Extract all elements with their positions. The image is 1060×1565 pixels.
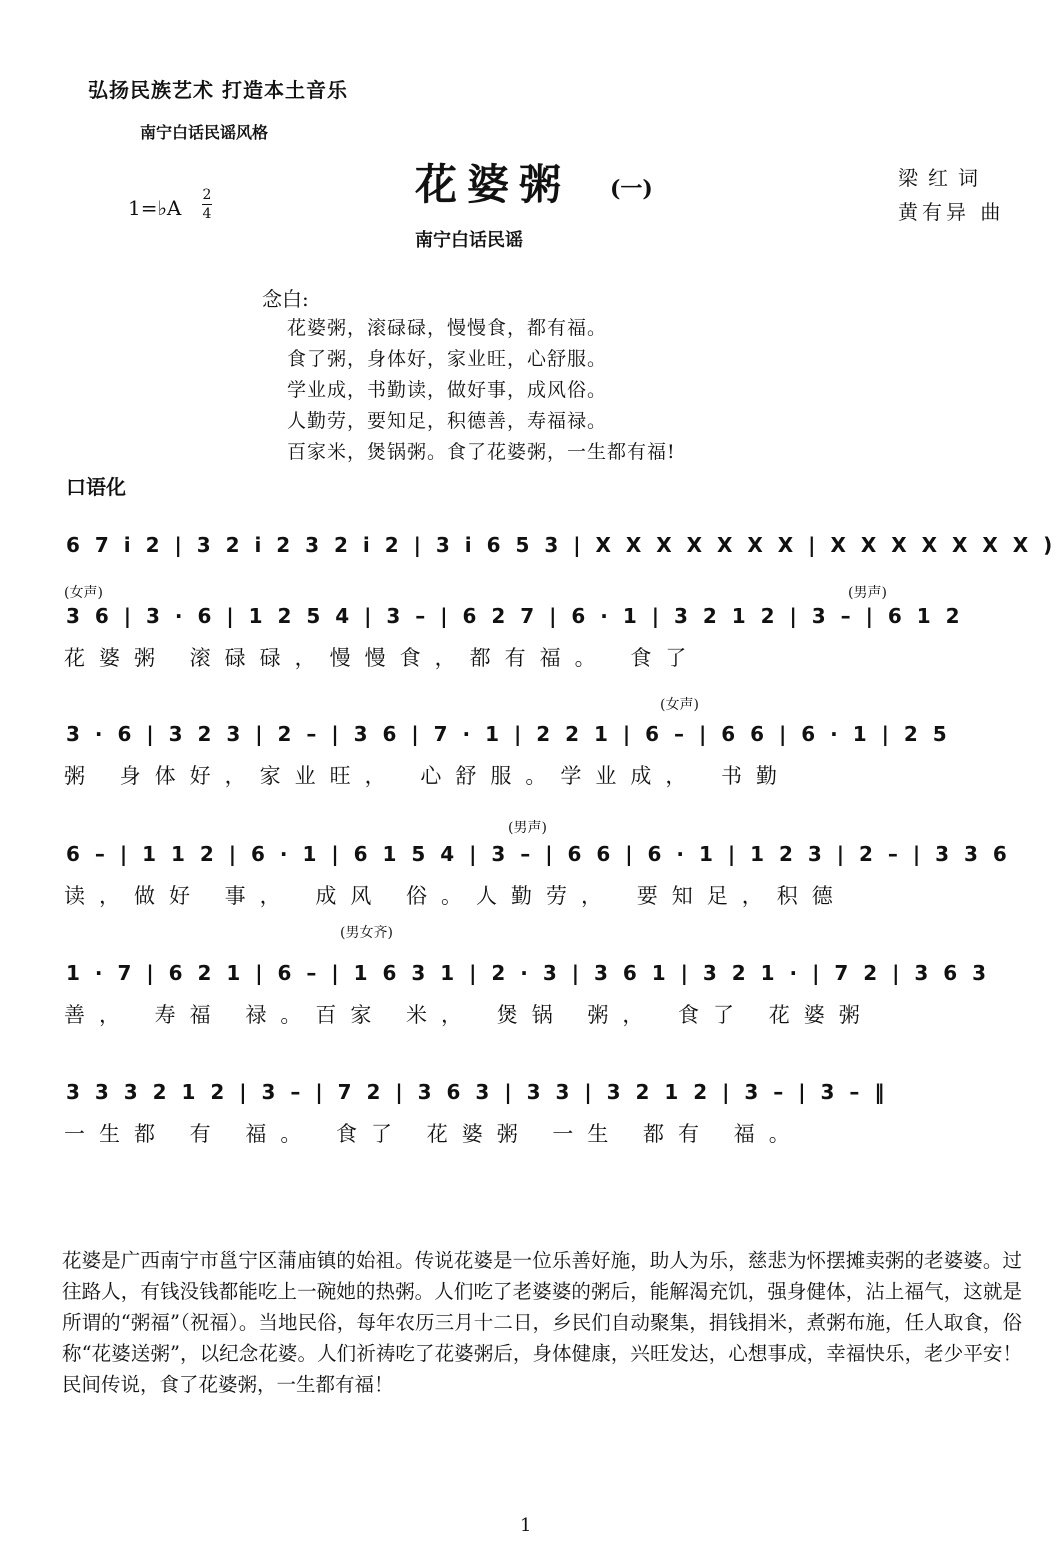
lyrics-row-5: 一生都 有 福。 食了 花婆粥 一生 都有 福。 — [64, 1122, 804, 1146]
recitation-label: 念白: — [262, 287, 309, 311]
voice-label-female: (女声) — [64, 585, 103, 601]
recitation-line: 花婆粥，滚碌碌，慢慢食，都有福。 — [287, 317, 608, 339]
staff-row-1 — [66, 604, 966, 638]
staff-row-2 — [66, 722, 966, 756]
notes-row-2: 3 · 6 | 3 2 3 | 2 – | 3 6 | 7 · 1 | 2 2 1 | 6 – | 6 6 | 6 · 1 | 2 5 — [66, 722, 951, 746]
style-label: 南宁白话民谣风格 — [140, 123, 269, 142]
page-number: 1 — [520, 1515, 532, 1536]
voice-label-male: (男声) — [508, 820, 547, 836]
composer: 黄有异 曲 — [898, 200, 1005, 224]
staff-row-4 — [66, 961, 991, 995]
song-title: 花婆粥 — [415, 160, 572, 209]
colloquial-label: 口语化 — [66, 475, 126, 499]
lyrics-row-3: 读，做好 事， 成风 俗。人勤劳， 要知足，积德 — [64, 884, 847, 908]
voice-label-male: (男声) — [848, 585, 887, 601]
time-signature — [202, 186, 212, 223]
recitation-line: 学业成，书勤读，做好事，成风俗。 — [287, 379, 608, 401]
notes-row-3: 6 – | 1 1 2 | 6 · 1 | 6 1 5 4 | 3 – | 6 6 | 6 · 1 | 1 2 3 | 2 – | 3 3 6 — [66, 842, 1011, 866]
recitation-line: 食了粥，身体好，家业旺，心舒服。 — [287, 348, 608, 370]
lyrics-row-2: 粥 身体好，家业旺， 心舒服。学业成， 书勤 — [64, 764, 792, 788]
lyrics-row-1: 花婆粥 滚碌碌，慢慢食，都有福。 食了 — [64, 646, 701, 670]
notes-row-4: 1 · 7 | 6 2 1 | 6 – | 1 6 3 1 | 2 · 3 | 3 6 1 | 3 2 1 · | 7 2 | 3 6 3 — [66, 961, 991, 985]
lyricist: 梁红词 — [898, 166, 988, 190]
voice-label-mixed: (男女齐) — [340, 925, 393, 941]
intro-staff — [66, 533, 1057, 567]
slogan: 弘扬民族艺术 打造本土音乐 — [88, 78, 348, 102]
recitation-line: 百家米，煲锅粥。食了花婆粥，一生都有福! — [287, 441, 676, 463]
recitation-line: 人勤劳，要知足，积德善，寿福禄。 — [287, 410, 608, 432]
time-sig-top: 2 — [202, 187, 212, 203]
staff-row-5 — [66, 1080, 966, 1114]
notes-row-5: 3 3 3 2 1 2 | 3 – | 7 2 | 3 6 3 | 3 3 | 3 2 1 2 | 3 – | 3 – ‖ — [66, 1080, 889, 1104]
notes-row-1: 3 6 | 3 · 6 | 1 2 5 4 | 3 – | 6 2 7 | 6 · 1 | 3 2 1 2 | 3 – | 6 1 2 — [66, 604, 964, 628]
voice-label-female: (女声) — [660, 697, 699, 713]
subtitle: 南宁白话民谣 — [415, 230, 523, 251]
key-signature: 1=♭A — [128, 196, 182, 220]
intro-notes: 6 7 i 2 | 3 2 i 2 3 2 i 2 | 3 i 6 5 3 | X X X X X X X | X X X X X X X ) — [66, 533, 1057, 557]
story-paragraph: 花婆是广西南宁市邕宁区蒲庙镇的始祖。传说花婆是一位乐善好施，助人为乐，慈悲为怀摆摊卖粥的老婆婆。过往路人，有钱没钱都能吃上一碗她的热粥。人们吃了老婆婆的粥后，能解渴充饥，强身健体，沾上福气，这就是所谓的“粥福”（祝福）。当地民俗，每年农历三月十二日，乡民们自动聚集，捐钱捐米，煮粥布施，任人取食，俗称“花婆送粥”，以纪念花婆。人们祈祷吃了花婆粥后，身体健康，兴旺发达，心想事成，幸福快乐，老少平安！民间传说，食了花婆粥，一生都有福！ — [62, 1249, 1022, 1396]
lyrics-row-4: 善， 寿福 禄。百家 米， 煲锅 粥， 食了 花婆粥 — [64, 1003, 874, 1027]
staff-row-3 — [66, 842, 1011, 876]
title-number: (一) — [610, 176, 653, 202]
time-sig-bottom: 4 — [202, 206, 212, 222]
